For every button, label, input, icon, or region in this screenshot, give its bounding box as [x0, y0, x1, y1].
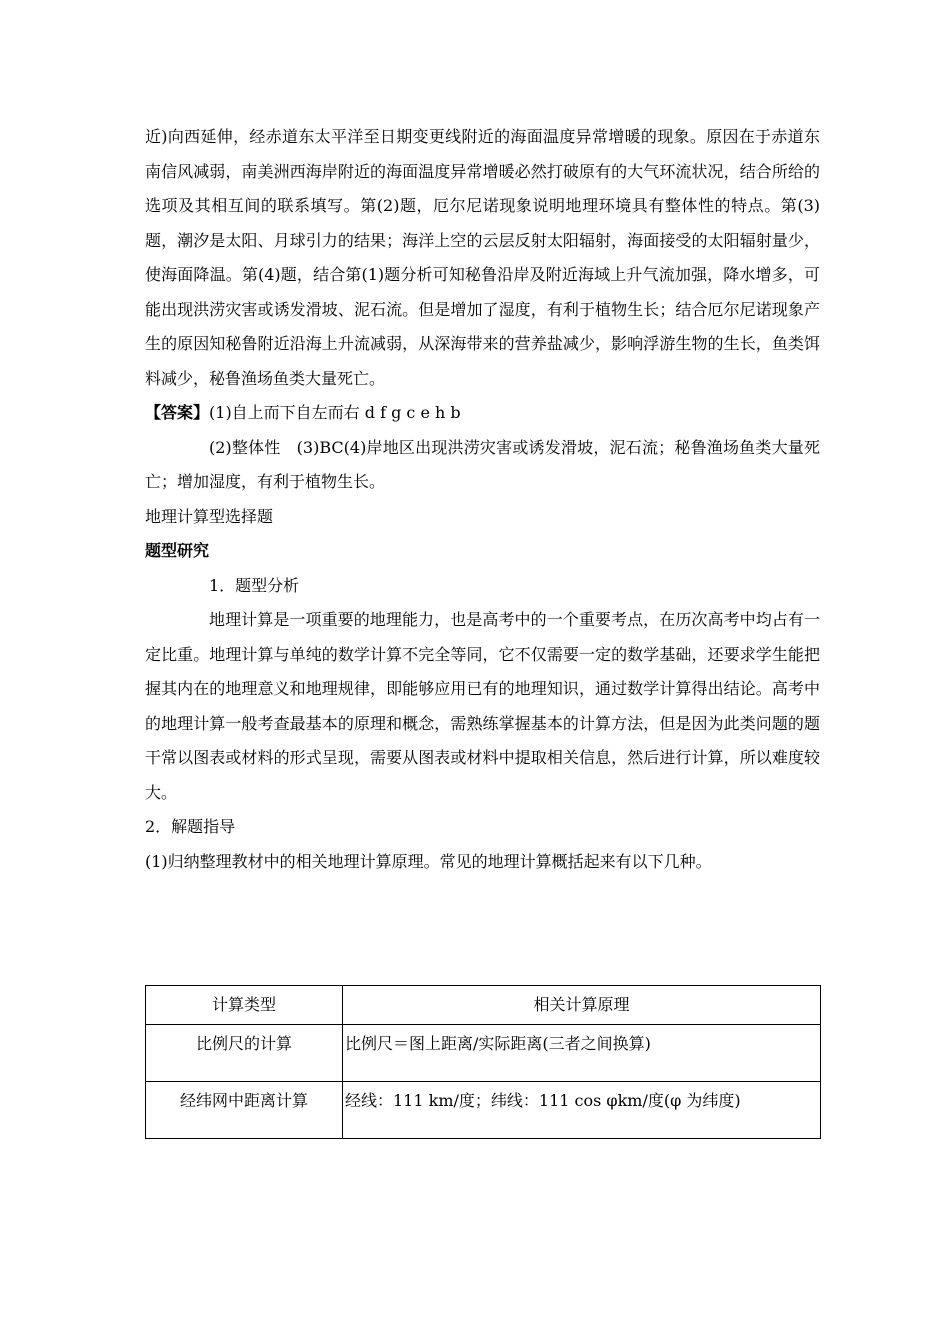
- document-body: [145, 120, 820, 879]
- table-cell-principle: 比例尺＝图上距离/实际距离(三者之间换算): [343, 1025, 821, 1082]
- explanation-paragraph: 近)向西延伸，经赤道东太平洋至日期变更线附近的海面温度异常增暖的现象。原因在于赤道东南信风减弱，南美洲西海岸附近的海面温度异常增暖必然打破原有的大气环流状况，结合所给的选项及其相互间的联系填写。第(2)题，厄尔尼诺现象说明地理环境具有整体性的特点。第(3)题，潮汐是太阳、月球引力的结果；海洋上空的云层反射太阳辐射，海面接受的太阳辐射量少，使海面降温。第(4)题，结合第(1)题分析可知秘鲁沿岸及附近海域上升气流加强，降水增多，可能出现洪涝灾害或诱发滑坡、泥石流。但是增加了湿度，有利于植物生长；结合厄尔尼诺现象产生的原因知秘鲁附近沿海上升流减弱，从深海带来的营养盐减少，影响浮游生物的生长，鱼类饵料减少，秘鲁渔场鱼类大量死亡。: [145, 127, 820, 388]
- answer-line-1: [145, 396, 820, 431]
- table-row: [146, 1082, 821, 1139]
- table-header-principle: 相关计算原理: [343, 986, 821, 1025]
- item1-body: 地理计算是一项重要的地理能力，也是高考中的一个重要考点，在历次高考中均占有一定比重。地理计算与单纯的数学计算不完全等同，它不仅需要一定的数学基础，还要求学生能把握其内在的地理意义和地理规律，即能够应用已有的地理知识，通过数学计算得出结论。高考中的地理计算一般考查最基本的原理和概念，需熟练掌握基本的计算方法，但是因为此类问题的题干常以图表或材料的形式呈现，需要从图表或材料中提取相关信息，然后进行计算，所以难度较大。: [145, 610, 820, 802]
- table-cell-type: 经纬网中距离计算: [146, 1082, 343, 1139]
- item2-heading: 2．解题指导: [145, 817, 236, 836]
- table-cell-principle: 经线：111 km/度；纬线：111 cos φkm/度(φ 为纬度): [343, 1082, 821, 1139]
- section-subtitle: 题型研究: [145, 541, 210, 560]
- item1-heading: 1．题型分析: [209, 575, 300, 595]
- answer-label: 【答案】: [145, 403, 210, 422]
- answer-line-2: (2)整体性 (3)BC(4)岸地区出现洪涝灾害或诱发滑坡，泥石流；秘鲁渔场鱼类大量死亡；增加湿度，有利于植物生长。: [145, 437, 820, 491]
- item2-intro: (1)归纳整理教材中的相关地理计算原理。常见的地理计算概括起来有以下几种。: [145, 851, 712, 871]
- calculation-table: [145, 985, 821, 1139]
- answer-part-1: (1)自上而下自左而右 d f g c e h b: [209, 403, 461, 422]
- section-title: 地理计算型选择题: [145, 506, 274, 526]
- table-header-row: [146, 986, 821, 1025]
- table-cell-type: 比例尺的计算: [146, 1025, 343, 1082]
- table-header-type: 计算类型: [146, 986, 343, 1025]
- table-row: [146, 1025, 821, 1082]
